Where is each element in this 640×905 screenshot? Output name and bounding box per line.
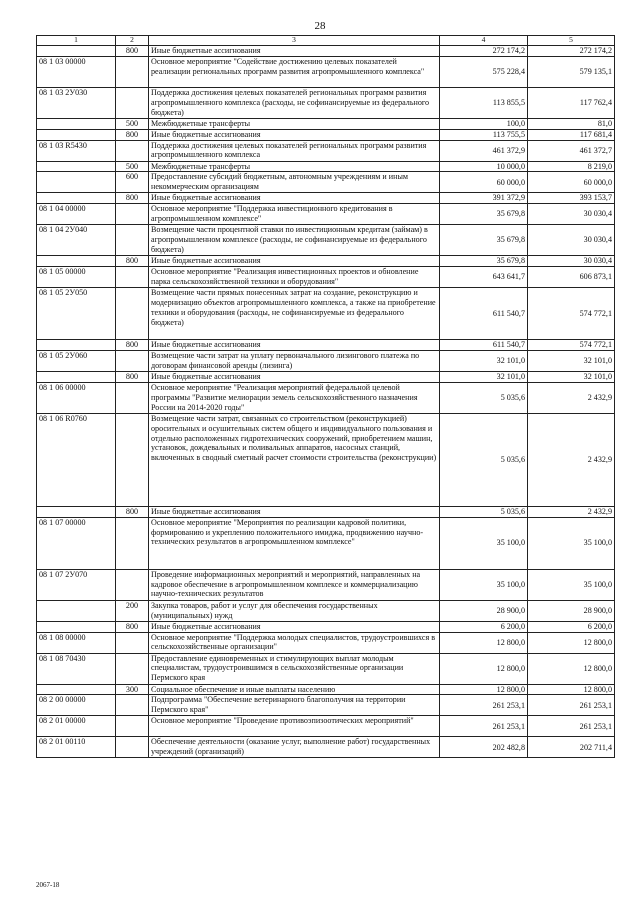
budget-code-cell: 08 1 03 R5430 — [37, 140, 116, 161]
amount-col5-cell: 30 030,4 — [528, 225, 615, 256]
expense-type-cell — [116, 204, 149, 225]
table-row — [37, 506, 615, 517]
expense-type-cell: 800 — [116, 506, 149, 517]
amount-col5-cell: 202 711,4 — [528, 737, 615, 758]
amount-col4-cell: 575 228,4 — [440, 56, 528, 87]
budget-code-cell: 08 1 05 2У060 — [37, 351, 116, 372]
expense-type-cell — [116, 695, 149, 716]
amount-col5-cell: 60 000,0 — [528, 172, 615, 193]
item-name-cell: Возмещение части прямых понесенных затрат на создание, реконструкцию и модернизацию объектов агропромышленного комплекса, а также на приобретение техники и оборудования (расходы, не софинансируемые из федерального бюджета) — [149, 288, 440, 340]
item-name-cell: Основное мероприятие "Мероприятия по реализации кадровой политики, формированию и укреплению положительного имиджа, продвижению научно-технических результатов в агропромышленном комплексе" — [149, 517, 440, 569]
expense-type-cell — [116, 87, 149, 118]
item-name-cell: Иные бюджетные ассигнования — [149, 372, 440, 383]
amount-col5-cell: 574 772,1 — [528, 288, 615, 340]
amount-col5-cell: 261 253,1 — [528, 716, 615, 737]
budget-table — [36, 35, 615, 758]
budget-code-cell: 08 1 05 2У050 — [37, 288, 116, 340]
expense-type-cell — [116, 737, 149, 758]
amount-col5-cell: 32 101,0 — [528, 351, 615, 372]
expense-type-cell: 800 — [116, 621, 149, 632]
amount-col4-cell: 113 855,5 — [440, 87, 528, 118]
table-row — [37, 517, 615, 569]
budget-code-cell: 08 1 06 00000 — [37, 382, 116, 413]
table-row — [37, 225, 615, 256]
expense-type-cell: 800 — [116, 256, 149, 267]
budget-code-cell: 08 1 08 00000 — [37, 632, 116, 653]
expense-type-cell — [116, 632, 149, 653]
item-name-cell: Поддержка достижения целевых показателей региональных программ развития агропромышленного комплекса (расходы, не софинансируемые из федерального бюджета) — [149, 87, 440, 118]
item-name-cell: Предоставление субсидий бюджетным, автономным учреждениям и иным некоммерческим организациям — [149, 172, 440, 193]
table-row — [37, 737, 615, 758]
budget-code-cell — [37, 118, 116, 129]
amount-col4-cell: 32 101,0 — [440, 372, 528, 383]
table-row — [37, 256, 615, 267]
item-name-cell: Иные бюджетные ассигнования — [149, 340, 440, 351]
expense-type-cell: 800 — [116, 193, 149, 204]
budget-code-cell — [37, 172, 116, 193]
expense-type-cell — [116, 382, 149, 413]
item-name-cell: Иные бюджетные ассигнования — [149, 256, 440, 267]
column-number-1: 1 — [37, 36, 116, 46]
budget-code-cell — [37, 161, 116, 172]
budget-code-cell — [37, 193, 116, 204]
expense-type-cell: 500 — [116, 161, 149, 172]
expense-type-cell — [116, 716, 149, 737]
amount-col5-cell: 2 432,9 — [528, 382, 615, 413]
amount-col5-cell: 261 253,1 — [528, 695, 615, 716]
budget-code-cell: 08 1 08 70430 — [37, 653, 116, 684]
expense-type-cell: 800 — [116, 340, 149, 351]
amount-col5-cell: 30 030,4 — [528, 204, 615, 225]
expense-type-cell: 600 — [116, 172, 149, 193]
amount-col4-cell: 261 253,1 — [440, 695, 528, 716]
amount-col5-cell: 35 100,0 — [528, 569, 615, 600]
budget-code-cell: 08 1 03 00000 — [37, 56, 116, 87]
document-footer-code: 2067-18 — [36, 881, 60, 889]
item-name-cell: Иные бюджетные ассигнования — [149, 506, 440, 517]
amount-col4-cell: 5 035,6 — [440, 506, 528, 517]
budget-code-cell: 08 1 04 00000 — [37, 204, 116, 225]
expense-type-cell — [116, 56, 149, 87]
budget-code-cell — [37, 340, 116, 351]
table-row — [37, 653, 615, 684]
amount-col5-cell: 35 100,0 — [528, 517, 615, 569]
item-name-cell: Иные бюджетные ассигнования — [149, 193, 440, 204]
amount-col4-cell: 461 372,9 — [440, 140, 528, 161]
amount-col5-cell: 28 900,0 — [528, 600, 615, 621]
table-row — [37, 716, 615, 737]
table-row — [37, 684, 615, 695]
table-row — [37, 193, 615, 204]
amount-col4-cell: 391 372,9 — [440, 193, 528, 204]
budget-code-cell: 08 2 01 00110 — [37, 737, 116, 758]
budget-code-cell: 08 1 05 00000 — [37, 267, 116, 288]
amount-col5-cell: 8 219,0 — [528, 161, 615, 172]
amount-col4-cell: 611 540,7 — [440, 288, 528, 340]
amount-col4-cell: 5 035,6 — [440, 413, 528, 506]
column-number-2: 2 — [116, 36, 149, 46]
amount-col4-cell: 261 253,1 — [440, 716, 528, 737]
item-name-cell: Возмещение части затрат, связанных со строительством (реконструкцией) оросительных и осушительных систем общего и индивидуального пользования и отдельно расположенных гидротехнических сооружений, приобретением машин, установок, дождевальных и поливальных аппаратов, насосных станций, включенных в сводный сметный расчет стоимости строительства (реконструкции) — [149, 413, 440, 506]
item-name-cell: Межбюджетные трансферты — [149, 161, 440, 172]
amount-col5-cell: 117 681,4 — [528, 129, 615, 140]
expense-type-cell: 300 — [116, 684, 149, 695]
amount-col5-cell: 606 873,1 — [528, 267, 615, 288]
amount-col4-cell: 113 755,5 — [440, 129, 528, 140]
table-row — [37, 372, 615, 383]
item-name-cell: Закупка товаров, работ и услуг для обеспечения государственных (муниципальных) нужд — [149, 600, 440, 621]
amount-col4-cell: 202 482,8 — [440, 737, 528, 758]
budget-code-cell — [37, 372, 116, 383]
expense-type-cell — [116, 140, 149, 161]
page-number: 28 — [314, 20, 326, 32]
table-row — [37, 621, 615, 632]
item-name-cell: Основное мероприятие "Поддержка молодых специалистов, трудоустроившихся в сельскохозяйственные организации" — [149, 632, 440, 653]
expense-type-cell — [116, 225, 149, 256]
amount-col4-cell: 32 101,0 — [440, 351, 528, 372]
budget-code-cell — [37, 129, 116, 140]
item-name-cell: Основное мероприятие "Реализация мероприятий федеральной целевой программы "Развитие мелиорации земель сельскохозяйственного назначения России на 2014-2020 годы" — [149, 382, 440, 413]
budget-code-cell — [37, 621, 116, 632]
table-row — [37, 413, 615, 506]
amount-col4-cell: 35 679,8 — [440, 204, 528, 225]
amount-col5-cell: 393 153,7 — [528, 193, 615, 204]
table-row — [37, 129, 615, 140]
item-name-cell: Предоставление единовременных и стимулирующих выплат молодым специалистам, трудоустроившимся в сельскохозяйственные организации Пермского края — [149, 653, 440, 684]
expense-type-cell — [116, 267, 149, 288]
amount-col5-cell: 32 101,0 — [528, 372, 615, 383]
item-name-cell: Иные бюджетные ассигнования — [149, 129, 440, 140]
item-name-cell: Основное мероприятие "Поддержка инвестиционного кредитования в агропромышленном комплексе" — [149, 204, 440, 225]
expense-type-cell — [116, 569, 149, 600]
table-row — [37, 569, 615, 600]
table-row — [37, 288, 615, 340]
expense-type-cell — [116, 351, 149, 372]
amount-col5-cell: 12 800,0 — [528, 684, 615, 695]
amount-col4-cell: 5 035,6 — [440, 382, 528, 413]
amount-col4-cell: 12 800,0 — [440, 632, 528, 653]
amount-col5-cell: 461 372,7 — [528, 140, 615, 161]
amount-col5-cell: 2 432,9 — [528, 506, 615, 517]
item-name-cell: Межбюджетные трансферты — [149, 118, 440, 129]
budget-code-cell — [37, 506, 116, 517]
budget-table-body — [37, 36, 615, 758]
amount-col5-cell: 12 800,0 — [528, 653, 615, 684]
budget-code-cell: 08 1 04 2У040 — [37, 225, 116, 256]
expense-type-cell — [116, 288, 149, 340]
expense-type-cell: 800 — [116, 372, 149, 383]
amount-col5-cell: 574 772,1 — [528, 340, 615, 351]
item-name-cell: Подпрограмма "Обеспечение ветеринарного благополучия на территории Пермского края" — [149, 695, 440, 716]
amount-col4-cell: 12 800,0 — [440, 684, 528, 695]
budget-code-cell — [37, 600, 116, 621]
amount-col4-cell: 35 679,8 — [440, 256, 528, 267]
amount-col4-cell: 10 000,0 — [440, 161, 528, 172]
amount-col4-cell: 100,0 — [440, 118, 528, 129]
item-name-cell: Основное мероприятие "Проведение противоэпизоотических мероприятий" — [149, 716, 440, 737]
budget-code-cell: 08 2 00 00000 — [37, 695, 116, 716]
item-name-cell: Поддержка достижения целевых показателей региональных программ развития агропромышленного комплекса — [149, 140, 440, 161]
column-number-5: 5 — [528, 36, 615, 46]
expense-type-cell — [116, 413, 149, 506]
expense-type-cell: 800 — [116, 46, 149, 57]
amount-col4-cell: 611 540,7 — [440, 340, 528, 351]
table-row — [37, 172, 615, 193]
column-number-row — [37, 36, 615, 46]
table-row — [37, 140, 615, 161]
amount-col5-cell: 30 030,4 — [528, 256, 615, 267]
amount-col4-cell: 12 800,0 — [440, 653, 528, 684]
table-row — [37, 695, 615, 716]
budget-code-cell: 08 1 07 2У070 — [37, 569, 116, 600]
budget-code-cell — [37, 256, 116, 267]
budget-code-cell — [37, 46, 116, 57]
expense-type-cell: 500 — [116, 118, 149, 129]
table-row — [37, 382, 615, 413]
amount-col4-cell: 28 900,0 — [440, 600, 528, 621]
amount-col4-cell: 272 174,2 — [440, 46, 528, 57]
table-row — [37, 46, 615, 57]
budget-code-cell — [37, 684, 116, 695]
amount-col4-cell: 35 100,0 — [440, 569, 528, 600]
item-name-cell: Обеспечение деятельности (оказание услуг, выполнение работ) государственных учреждений (организаций) — [149, 737, 440, 758]
item-name-cell: Иные бюджетные ассигнования — [149, 46, 440, 57]
amount-col4-cell: 35 679,8 — [440, 225, 528, 256]
item-name-cell: Основное мероприятие "Содействие достижению целевых показателей реализации региональных программ развития агропромышленного комплекса" — [149, 56, 440, 87]
item-name-cell: Социальное обеспечение и иные выплаты населению — [149, 684, 440, 695]
item-name-cell: Возмещение части затрат на уплату первоначального лизингового платежа по договорам финансовой аренды (лизинга) — [149, 351, 440, 372]
amount-col5-cell: 2 432,9 — [528, 413, 615, 506]
table-row — [37, 600, 615, 621]
table-row — [37, 87, 615, 118]
amount-col4-cell: 643 641,7 — [440, 267, 528, 288]
table-row — [37, 267, 615, 288]
table-row — [37, 161, 615, 172]
expense-type-cell: 200 — [116, 600, 149, 621]
amount-col5-cell: 272 174,2 — [528, 46, 615, 57]
amount-col5-cell: 81,0 — [528, 118, 615, 129]
table-row — [37, 204, 615, 225]
budget-code-cell: 08 1 07 00000 — [37, 517, 116, 569]
amount-col5-cell: 6 200,0 — [528, 621, 615, 632]
table-row — [37, 56, 615, 87]
table-row — [37, 351, 615, 372]
table-row — [37, 118, 615, 129]
amount-col4-cell: 60 000,0 — [440, 172, 528, 193]
item-name-cell: Проведение информационных мероприятий и мероприятий, направленных на кадровое обеспечение в агропромышленном комплексе и коммерциализацию научно-технических результатов — [149, 569, 440, 600]
item-name-cell: Иные бюджетные ассигнования — [149, 621, 440, 632]
amount-col5-cell: 579 135,1 — [528, 56, 615, 87]
expense-type-cell — [116, 517, 149, 569]
table-row — [37, 632, 615, 653]
budget-code-cell: 08 1 03 2У030 — [37, 87, 116, 118]
amount-col5-cell: 117 762,4 — [528, 87, 615, 118]
column-number-4: 4 — [440, 36, 528, 46]
expense-type-cell: 800 — [116, 129, 149, 140]
column-number-3: 3 — [149, 36, 440, 46]
expense-type-cell — [116, 653, 149, 684]
amount-col4-cell: 35 100,0 — [440, 517, 528, 569]
table-row — [37, 340, 615, 351]
item-name-cell: Основное мероприятие "Реализация инвестиционных проектов и обновление парка сельскохозяйственной техники и оборудования" — [149, 267, 440, 288]
budget-code-cell: 08 2 01 00000 — [37, 716, 116, 737]
amount-col4-cell: 6 200,0 — [440, 621, 528, 632]
amount-col5-cell: 12 800,0 — [528, 632, 615, 653]
budget-code-cell: 08 1 06 R0760 — [37, 413, 116, 506]
item-name-cell: Возмещение части процентной ставки по инвестиционным кредитам (займам) в агропромышленном комплексе (расходы, не софинансируемые из федерального бюджета) — [149, 225, 440, 256]
